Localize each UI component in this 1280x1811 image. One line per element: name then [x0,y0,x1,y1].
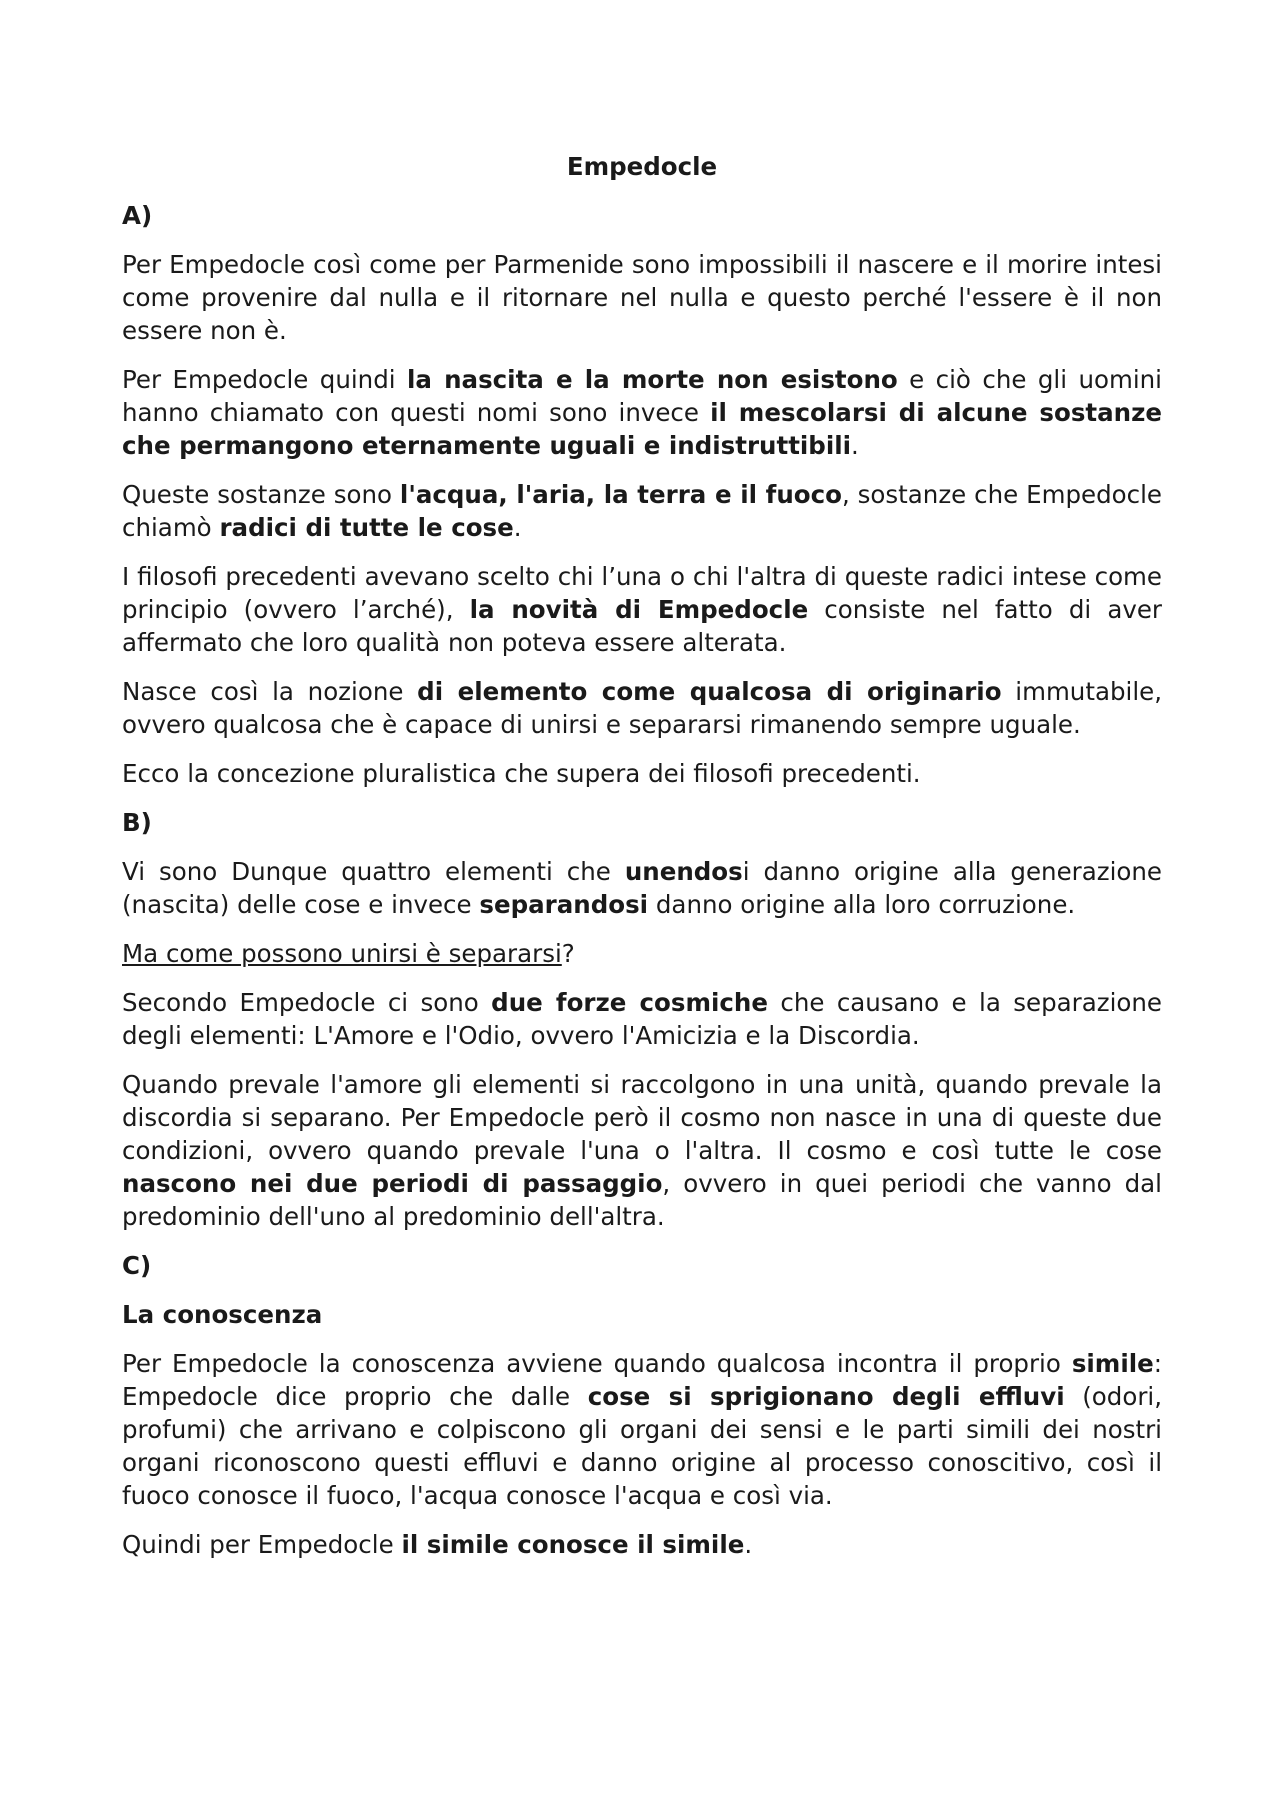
section-b-label: B) [122,808,152,837]
bold-text-run: cose si sprigionano degli effluvi [587,1382,1065,1411]
section-b-question-mark: ? [561,939,575,968]
text-run: Nasce così la nozione [122,677,418,706]
text-run: consiste nel fatto di aver affermato che loro qualità non poteva essere alterata. [122,595,1162,657]
bold-text-run: la novità di Empedocle [469,595,809,624]
text-run: : Empedocle dice proprio che dalle [122,1349,1162,1411]
text-run: . [744,1530,753,1559]
section-c-label: C) [122,1251,152,1280]
section-b-question-underlined: Ma come possono unirsi è separarsi [122,939,562,968]
text-run: e ciò che gli uomini hanno chiamato con questi nomi sono invece [122,365,1162,427]
text-run: Quando prevale l'amore gli elementi si raccolgono in una unità, quando prevale la discordia si separano. Per Empedocle però il cosmo non nasce in una di queste due condizioni, ovvero quando prevale l'una o l'altra. Il cosmo e così tutte le cose [122,1070,1162,1165]
section-b-paragraph-2 [122,986,1162,1052]
bold-text-run: la nascita e la morte non esistono [406,365,898,394]
bold-text-run: di elemento come qualcosa di originario [417,677,1002,706]
text-run: Secondo Empedocle ci sono [122,988,492,1017]
text-run: . [513,513,522,542]
section-a-paragraph-4 [122,560,1162,659]
text-run: Quindi per Empedocle [122,1530,402,1559]
bold-text-run: il simile conosce il simile [401,1530,745,1559]
section-a-label: A) [122,201,153,230]
text-run: Vi sono Dunque quattro elementi che [122,857,625,886]
section-c-paragraph-2 [122,1528,1162,1561]
bold-text-run: simile [1071,1349,1154,1378]
text-run: , sostanze che Empedocle chiamò [122,480,1162,542]
text-run: , ovvero in quei periodi che vanno dal predominio dell'uno al predominio dell'altra. [122,1169,1162,1231]
text-run: Per Empedocle la conoscenza avviene quando qualcosa incontra il proprio [122,1349,1072,1378]
text-run: (odori, profumi) che arrivano e colpiscono gli organi dei sensi e le parti simili dei nostri organi riconoscono questi effluvi e danno origine al processo conoscitivo, così il fuoco conosce il fuoco, l'acqua conosce l'acqua e così via. [122,1382,1163,1510]
bold-text-run: nascono nei due periodi di passaggio [122,1169,663,1198]
section-a-paragraph-2 [122,363,1162,462]
bold-text-run: il mescolarsi di alcune sostanze che permangono eternamente uguali e indistruttibili [122,398,1162,460]
text-run: danno origine alla loro corruzione. [648,890,1076,919]
section-c-paragraph-1 [122,1347,1162,1512]
bold-text-run: unendos [624,857,743,886]
text-run: Queste sostanze sono [122,480,400,509]
section-a-paragraph-3 [122,478,1162,544]
section-a-paragraph-6: Ecco la concezione pluralistica che supera dei filosofi precedenti. [122,759,921,788]
document-title: Empedocle [566,152,718,181]
text-run: i danno origine alla generazione (nascita) delle cose e invece [122,857,1162,919]
section-b-question [122,937,1162,970]
bold-text-run: due forze cosmiche [491,988,768,1017]
bold-text-run: separandosi [479,890,649,919]
bold-text-run: radici di tutte le cose [219,513,514,542]
text-run: che causano e la separazione degli elementi: L'Amore e l'Odio, ovvero l'Amicizia e la Discordia. [122,988,1162,1050]
bold-text-run: l'acqua, l'aria, la terra e il fuoco [399,480,842,509]
section-a-paragraph-1: Per Empedocle così come per Parmenide sono impossibili il nascere e il morire intesi come provenire dal nulla e il ritornare nel nulla e questo perché l'essere è il non essere non è. [122,250,1162,345]
section-c-subheading: La conoscenza [122,1300,323,1329]
text-run: immutabile, ovvero qualcosa che è capace di unirsi e separarsi rimanendo sempre uguale. [122,677,1162,739]
text-run: . [851,431,859,460]
text-run: Per Empedocle quindi [122,365,407,394]
section-b-paragraph-3 [122,1068,1162,1233]
document-page [122,150,1162,1577]
section-b-paragraph-1 [122,855,1162,921]
text-run: I filosofi precedenti avevano scelto chi l’una o chi l'altra di queste radici intese come principio (ovvero l’arché), [122,562,1162,624]
section-a-paragraph-5 [122,675,1162,741]
